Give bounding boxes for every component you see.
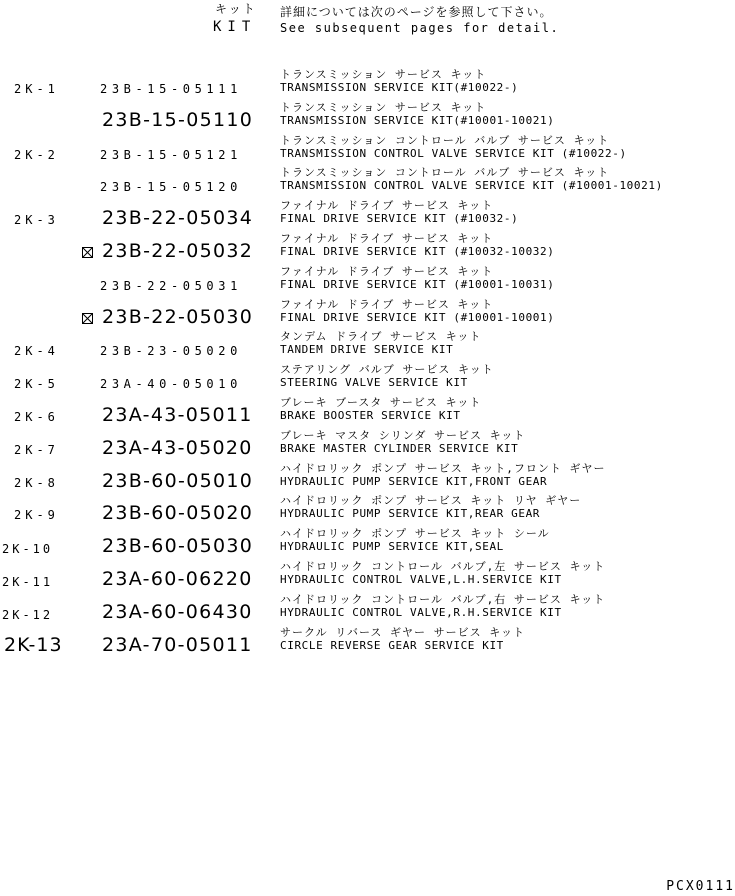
part-number: 23B-60-05010 <box>102 469 254 492</box>
kit-description-en: FINAL DRIVE SERVICE KIT (#10001-10031) <box>280 277 555 291</box>
item-ref: 2K-3 <box>14 213 59 228</box>
part-number: 23B-22-05034 <box>102 207 254 230</box>
kit-description-jp: ファイナル ドライブ サービス キット <box>280 264 494 278</box>
item-ref: 2K-10 <box>2 542 54 557</box>
part-number: 23B-60-05020 <box>102 502 254 525</box>
item-ref: 2K-2 <box>14 147 59 162</box>
crossed-box-icon <box>82 313 93 324</box>
kit-description-jp: ハイドロリック コントロール バルブ,右 サービス キット <box>280 592 606 606</box>
part-number: 23B-15-05110 <box>102 108 254 131</box>
part-number: 23B-15-05121 <box>100 147 242 162</box>
part-number: 23B-15-05111 <box>100 82 242 96</box>
part-number: 23A-40-05010 <box>100 377 242 392</box>
kit-description-jp: トランスミッション コントロール バルブ サービス キット <box>280 166 610 180</box>
item-ref: 2K-6 <box>14 410 59 424</box>
kit-description-en: BRAKE MASTER CYLINDER SERVICE KIT <box>280 441 519 455</box>
kit-description-en: STEERING VALVE SERVICE KIT <box>280 376 468 390</box>
detail-note-jp: 詳細については次のページを参照して下さい。 <box>280 5 553 19</box>
item-ref: 2K-8 <box>14 475 59 490</box>
item-ref: 2K-5 <box>14 377 59 392</box>
item-ref: 2K-7 <box>14 442 59 457</box>
part-number: 23B-22-05031 <box>100 278 242 293</box>
kit-description-en: HYDRAULIC CONTROL VALVE,L.H.SERVICE KIT <box>280 573 562 586</box>
item-ref: 2K-9 <box>14 508 59 523</box>
kit-description-jp: トランスミッション サービス キット <box>280 100 487 114</box>
part-number: 23B-15-05120 <box>100 180 242 195</box>
kit-heading-en: KIT <box>213 19 257 35</box>
part-number: 23B-22-05030 <box>102 305 254 328</box>
kit-description-en: TRANSMISSION CONTROL VALVE SERVICE KIT (#10001-10021) <box>280 179 663 193</box>
kit-description-en: BRAKE BOOSTER SERVICE KIT <box>280 409 461 422</box>
kit-description-jp: ハイドロリック ポンプ サービス キット,フロント ギヤー <box>280 461 606 475</box>
item-ref: 2K-12 <box>2 607 54 622</box>
kit-description-jp: トランスミッション コントロール バルブ サービス キット <box>280 133 610 147</box>
kit-description-jp: ステアリング バルブ サービス キット <box>280 363 494 377</box>
item-ref: 2K-11 <box>2 575 54 589</box>
kit-description-en: HYDRAULIC PUMP SERVICE KIT,FRONT GEAR <box>280 474 548 488</box>
kit-heading-jp: キット <box>215 2 257 16</box>
kit-description-en: CIRCLE REVERSE GEAR SERVICE KIT <box>280 638 504 652</box>
part-number: 23B-23-05020 <box>100 344 242 359</box>
kit-description-en: HYDRAULIC CONTROL VALVE,R.H.SERVICE KIT <box>280 605 562 619</box>
part-number: 23A-43-05011 <box>102 404 253 426</box>
page-code: PCX0111 <box>666 879 735 894</box>
kit-description-en: TRANSMISSION SERVICE KIT(#10001-10021) <box>280 113 555 127</box>
kit-description-jp: ブレーキ ブースタ サービス キット <box>280 396 482 409</box>
kit-description-en: TRANSMISSION CONTROL VALVE SERVICE KIT (#10022-) <box>280 146 627 160</box>
kit-description-jp: サークル リバース ギヤー サービス キット <box>280 625 526 639</box>
kit-description-jp: ファイナル ドライブ サービス キット <box>280 199 494 213</box>
kit-description-jp: タンデム ドライブ サービス キット <box>280 330 482 344</box>
item-ref: 2K-4 <box>14 344 59 359</box>
kit-description-jp: ハイドロリック コントロール バルブ,左 サービス キット <box>280 560 606 573</box>
kit-description-jp: ファイナル ドライブ サービス キット <box>280 297 494 311</box>
item-ref: 2K-1 <box>14 82 59 96</box>
kit-description-en: TRANSMISSION SERVICE KIT(#10022-) <box>280 81 519 94</box>
part-number: 23A-60-06220 <box>102 568 253 590</box>
part-number: 23A-60-06430 <box>102 600 253 623</box>
part-number: 23B-22-05032 <box>102 240 254 262</box>
part-number: 23A-43-05020 <box>102 436 253 459</box>
kit-description-en: FINAL DRIVE SERVICE KIT (#10032-10032) <box>280 245 555 258</box>
part-number: 23B-60-05030 <box>102 535 254 558</box>
kit-description-jp: トランスミッション サービス キット <box>280 68 487 81</box>
crossed-box-icon <box>82 247 93 258</box>
kit-description-en: TANDEM DRIVE SERVICE KIT <box>280 343 454 357</box>
kit-description-jp: ハイドロリック ポンプ サービス キット シール <box>280 527 550 541</box>
item-ref: 2K-13 <box>4 633 63 656</box>
kit-description-en: HYDRAULIC PUMP SERVICE KIT,SEAL <box>280 540 504 554</box>
kit-description-jp: ハイドロリック ポンプ サービス キット リヤ ギヤー <box>280 494 582 508</box>
kit-description-jp: ブレーキ マスタ シリンダ サービス キット <box>280 428 526 442</box>
detail-note-en: See subsequent pages for detail. <box>280 21 560 35</box>
part-number: 23A-70-05011 <box>102 633 253 656</box>
kit-description-en: FINAL DRIVE SERVICE KIT (#10032-) <box>280 212 519 226</box>
kit-description-jp: ファイナル ドライブ サービス キット <box>280 232 494 245</box>
kit-description-en: HYDRAULIC PUMP SERVICE KIT,REAR GEAR <box>280 507 541 521</box>
kit-description-en: FINAL DRIVE SERVICE KIT (#10001-10001) <box>280 310 555 324</box>
